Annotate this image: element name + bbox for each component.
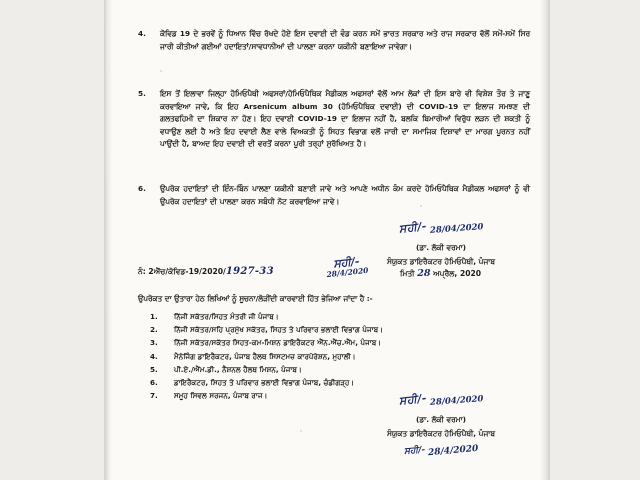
handwritten-signature-top: ਸਹੀ/- [398,219,428,236]
handwritten-signature-bottom: ਸਹੀ/- [398,391,428,408]
list-item-text: ਸਮੂਹ ਸਿਵਲ ਸਰਜਨ, ਪੰਜਾਬ ਰਾਜ। [174,391,268,401]
list-item-text: ਪੀ.ਏ./ਐੱਮ.ਡੀ., ਨੈਸ਼ਨਲ ਹੈਲਥ ਮਿਸ਼ਨ, ਪੰਜਾਬ। [174,364,302,374]
list-item-text: ਨਿੱਜੀ ਸਕੱਤਰ/ਸਕੱਤਰ ਸਿਹਤ-ਕਮ-ਮਿਸ਼ਨ ਡਾਇਰੈਕਟਰ ਐੱਨ.ਐੱਚ.ਐੱਮ, ਪੰਜਾਬ। [174,338,382,348]
signature-block-bottom [366,391,516,458]
list-item-number: 1. [150,312,158,321]
list-item-text: ਨਿੱਜੀ ਸਕੱਤਰ/ਸਹਿ ਪ੍ਰਮੁੱਖ ਸਕੱਤਰ, ਸਿਹਤ ਤੇ ਪਰਿਵਾਰ ਭਲਾਈ ਵਿਭਾਗ ਪੰਜਾਬ। [174,325,384,335]
paragraph-5 [138,88,530,151]
reference-date-day: 28 [417,268,431,279]
list-item [150,363,540,376]
list-item-number: 7. [150,391,158,401]
medicine-name-highlight: Arsenicum album 30 [243,101,333,111]
reference-stamp-date: 28/4/2020 [326,265,369,280]
covid19-highlight-2: COVID-19 [297,114,337,124]
paragraph-4-number: 4. [138,29,146,38]
list-item-number: 6. [150,378,158,388]
list-item-number: 2. [150,325,158,335]
list-item-text: ਨਿੱਜੀ ਸਕੱਤਰ/ਸਿਹਤ ਮੰਤਰੀ ਜੀ ਪੰਜਾਬ। [174,312,279,321]
paragraph-5-text-after: (ਹੋਮਿਓਪੈਥਿਕ ਦਵਾਈ) ਦੀ [332,101,420,111]
handwritten-signature-date-top: 28/04/2020 [429,222,484,236]
paragraph-5-text-after-3: ਦਾ ਇਲਾਜ ਨਹੀਂ ਹੈ, ਬਲਕਿ ਬਿਮਾਰੀਆਂ ਵਿਰੁੱਧ ਲੜਨ ਦੀ ਸ਼ਕਤੀ ਨੂੰ ਵਧਾਉਣ ਲਈ ਹੈ ਅਤੇ ਇਹ ਦਵਾਈ ਲੈਣ ਵਾਲੇ ਵਿਅਕਤੀ ਨੂੰ ਸਿਹਤ ਵਿਭਾਗ ਵਲੋਂ ਜਾਰੀ ਦਾ ਸਮਾਜਿਕ ਦਿਸ਼ਾਵਾਂ ਦਾ ਮਾਰਗ ਪੂਰਨਤ ਨਹੀਂ ਪਾਉਂਦੀ ਹੈ, ਬਾਅਦ ਇਹ ਦਵਾਈ ਦੀ ਵਰਤੋਂ ਕਰਨਾ ਪੂਰੀ ਤਰ੍ਹਾਂ ਸੁਰੱਖਿਅਤ ਹੈ। [160,114,530,149]
reference-date-rest: ਅਪ੍ਰੈਲ, 2020 [433,269,482,278]
list-item-number: 3. [150,338,158,348]
paragraph-4-text: ਕੋਵਿਡ 19 ਦੇ ਭਰਵੇਂ ਨੂੰ ਧਿਆਨ ਵਿੱਚ ਰੱਖਦੇ ਹੋਏ ਇਸ ਦਵਾਈ ਦੀ ਵੰਡ ਕਰਨ ਸਮੇਂ ਭਾਰਤ ਸਰਕਾਰ ਅਤੇ ਰਾਜ ਸਰਕਾਰ ਵੱਲੋਂ ਸਮੇਂ-ਸਮੇਂ ਸਿਰ ਜਾਰੀ ਕੀਤੀਆਂ ਗਈਆਂ ਹਦਾਇਤਾਂ/ਸਾਵਧਾਨੀਆਂ ਦੀ ਪਾਲਣਾ ਕਰਨਾ ਯਕੀਨੀ ਬਣਾਇਆ ਜਾਵੇਗਾ। [160,29,530,51]
paragraph-6 [138,183,530,208]
list-item [150,350,540,363]
signatory-designation-bottom: ਸੰਯੁਕਤ ਡਾਇਰੈਕਟਰ ਹੋਮਿਓਪੈਥੀ, ਪੰਜਾਬ [387,429,495,439]
paragraph-4 [138,28,530,53]
document-body [108,0,548,480]
page-edge-left [104,0,112,480]
page-background-left [0,0,106,480]
recipient-list [150,310,540,402]
signatory-name-bottom: (ਡਾ. ਲੱਕੀ ਵਰਮਾ) [415,414,467,424]
page-background-right [548,0,640,480]
list-item-text: ਡਾਇਰੈਕਟਰ, ਸਿਹਤ ਤੇ ਪਰਿਵਾਰ ਭਲਾਈ ਵਿਭਾਗ ਪੰਜਾਬ, ਚੰਡੀਗੜ੍ਹ। [174,378,355,388]
forwarding-note: ਉਪਰੋਕਤ ਦਾ ਉਤਾਰਾ ਹੇਠ ਲਿਖਿਆਂ ਨੂੰ ਸੂਚਨਾ/ਲੋੜੀਂਦੀ ਕਾਰਵਾਈ ਹਿੱਤ ਭੇਜਿਆ ਜਾਂਦਾ ਹੈ :- [138,294,373,303]
reference-date-label: ਮਿਤੀ [400,269,415,278]
paragraph-5-text-before: ਇਸ ਤੋਂ ਇਲਾਵਾ ਜਿਲ੍ਹਾ ਹੋਮਿਓਪੈਥੀ ਅਫਸਰਾਂ/ਹੋਮਿਓਪੈਥਿਕ ਮੈਡੀਕਲ ਅਫਸਰਾਂ ਵੱਲੋਂ ਆਮ ਲੋਕਾਂ ਦੀ ਇਸ ਬਾਰੇ ਵੀ ਵਿਸ਼ੇਸ਼ ਤੌਰ ਤੇ ਜਾਣੂ ਕਰਵਾਇਆ ਜਾਵੇ, ਕਿ ਇਹ [160,89,530,111]
list-item-number: 4. [150,351,158,361]
handwritten-signature-date-bottom: 28/04/2020 [429,394,484,408]
scan-speck [160,70,162,72]
paragraph-5-text [160,88,530,151]
stamp-initial-bottom: ਸਹੀ/- [403,444,426,457]
list-item [150,376,540,389]
paragraph-6-number: 6. [138,184,146,193]
list-item-number: 5. [150,364,158,374]
stamp-date-bottom: 28/4/2020 [427,443,479,458]
reference-label: ਨੰ: 2ਐੱਚ/ਕੋਵਿਡ-19/2020/ [138,267,226,276]
reference-stamp [325,256,369,280]
list-item [150,323,540,336]
signatory-name-top: (ਡਾ. ਲੱਕੀ ਵਰਮਾ) [415,242,467,252]
paragraph-5-text-after-2: ਦਾ ਇਲਾਜ ਸਮਝਣ ਦੀ ਗਲਤਫਹਿਮੀ ਦਾ ਸ਼ਿਕਾਰ ਨਾ ਹੋਣ। ਇਹ ਦਵਾਈ [160,101,530,124]
paragraph-6-text: ਉਪਰੋਕ ਹਦਾਇਤਾਂ ਦੀ ਇੰਨ-ਬਿੰਨ ਪਾਲਣਾ ਯਕੀਨੀ ਬਣਾਈ ਜਾਵੇ ਅਤੇ ਆਪਣੇ ਅਧੀਨ ਕੰਮ ਕਰਦੇ ਹੋਮਿਓਪੈਥਿਕ ਮੈਡੀਕਲ ਅਫਸਰਾਂ ਨੂੰ ਵੀ ਉਪਰੋਕ ਹਦਾਇਤਾਂ ਦੀ ਪਾਲਣਾ ਕਰਨ ਸਬੰਧੀ ਨੋਟ ਕਰਵਾਇਆ ਜਾਵੇ। [160,184,530,206]
page-edge-right [540,0,550,480]
scan-speck [300,430,302,432]
list-item [150,336,540,349]
reference-stamp-initial: ਸਹੀ/- [332,254,361,271]
reference-date-group [400,268,481,281]
paragraph-5-number: 5. [138,89,146,98]
scan-speck [420,205,422,207]
list-item-text: ਮੈਨੇਜਿੰਗ ਡਾਇਰੈਕਟਰ, ਪੰਜਾਬ ਹੈਲਥ ਸਿਸਟਮਜ਼ ਕਾਰਪੋਰੇਸ਼ਨ, ਮੁਹਾਲੀ। [174,351,356,361]
covid19-highlight-1: COVID-19 [419,101,459,111]
document-paper [108,0,548,480]
reference-number: 1927-33 [225,266,274,277]
signatory-designation-top: ਸੰਯੁਕਤ ਡਾਇਰੈਕਟਰ ਹੋਮਿਓਪੈਥੀ, ਪੰਜਾਬ [387,257,495,267]
list-item [150,310,540,323]
signature-block-top [366,219,516,269]
